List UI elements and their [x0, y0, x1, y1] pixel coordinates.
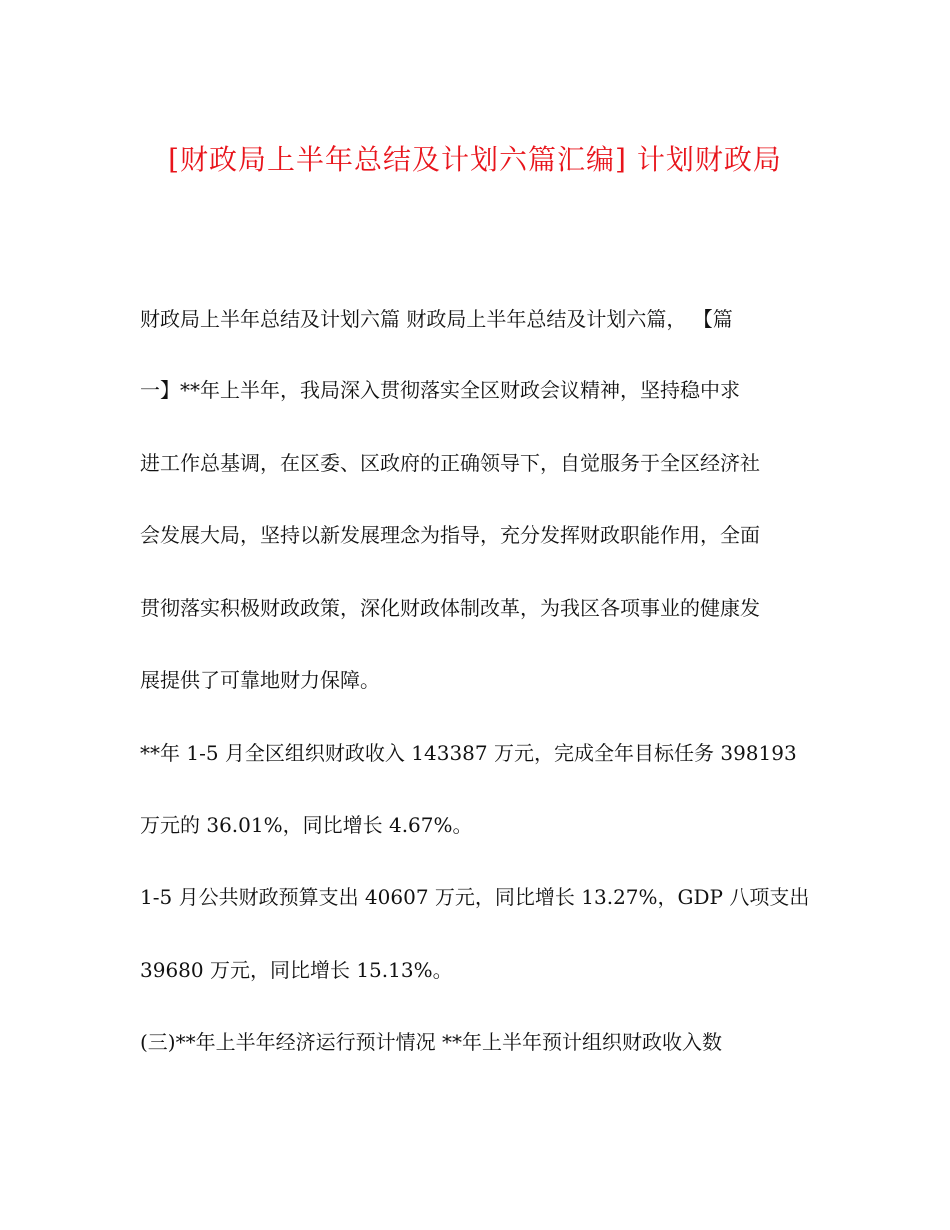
body-line: 1-5 月公共财政预算支出 40607 万元，同比增长 13.27%，GDP 八项支出: [140, 885, 810, 909]
body-line: 财政局上半年总结及计划六篇 财政局上半年总结及计划六篇， 【篇: [140, 307, 733, 331]
body-line: **年 1-5 月全区组织财政收入 143387 万元，完成全年目标任务 398193: [140, 741, 797, 765]
body-line: 39680 万元，同比增长 15.13%。: [140, 958, 453, 982]
body-line: 万元的 36.01%，同比增长 4.67%。: [140, 813, 473, 837]
document-title: [财政局上半年总结及计划六篇汇编] 计划财政局: [168, 143, 782, 176]
body-line: 贯彻落实积极财政政策，深化财政体制改革，为我区各项事业的健康发: [140, 596, 760, 620]
body-line: 展提供了可靠地财力保障。: [140, 668, 380, 692]
body-line: (三)**年上半年经济运行预计情况 **年上半年预计组织财政收入数: [140, 1030, 722, 1054]
body-line: 会发展大局，坚持以新发展理念为指导，充分发挥财政职能作用，全面: [140, 523, 760, 547]
body-line: 一】**年上半年，我局深入贯彻落实全区财政会议精神，坚持稳中求: [140, 378, 740, 402]
body-line: 进工作总基调，在区委、区政府的正确领导下，自觉服务于全区经济社: [140, 451, 760, 475]
